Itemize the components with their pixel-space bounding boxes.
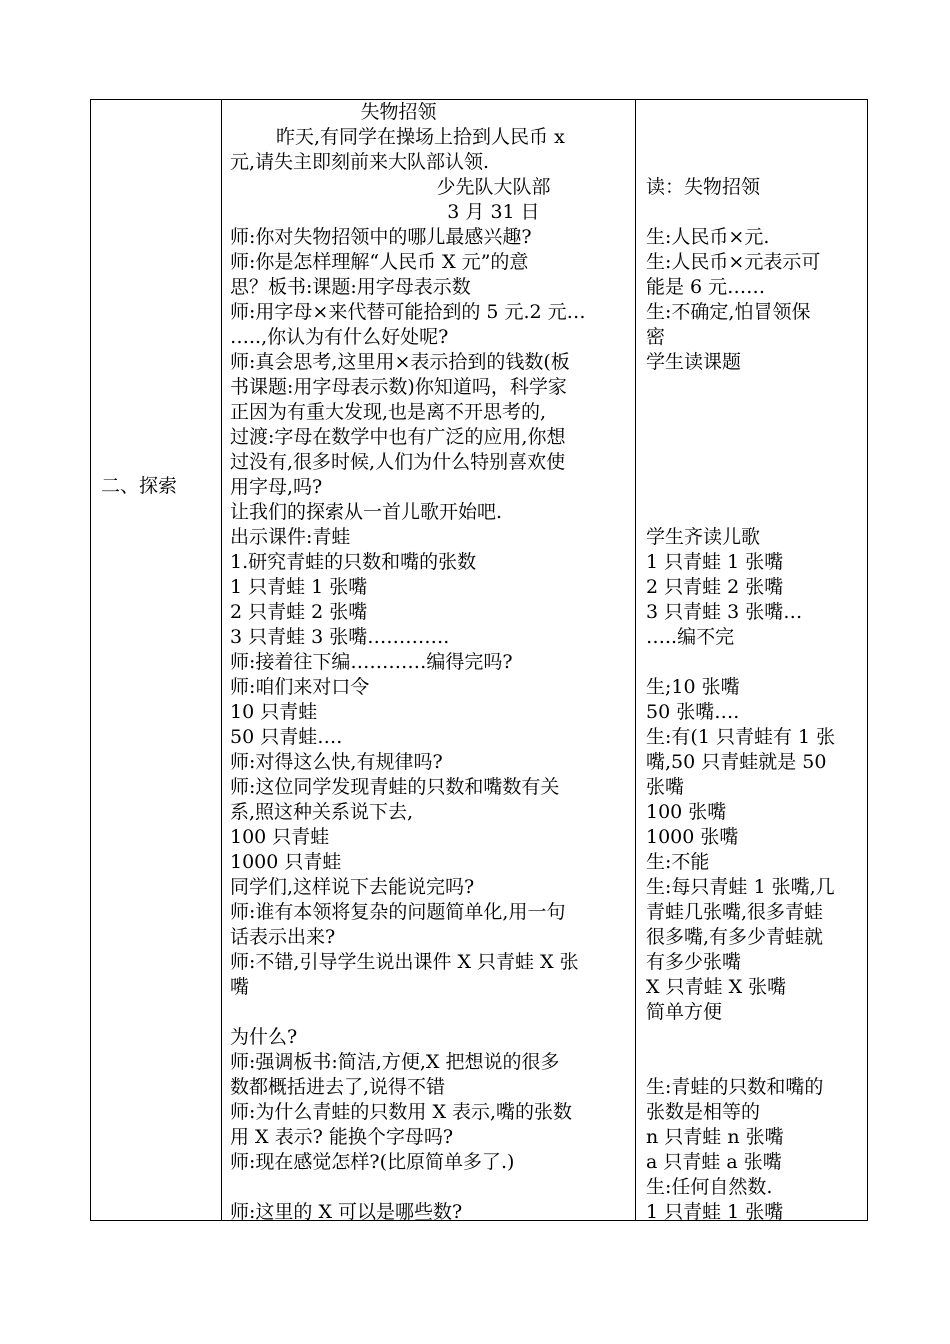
- teacher-line: 出示课件:青蛙: [230, 526, 351, 548]
- student-line: 青蛙几张嘴,很多青蛙: [646, 901, 824, 923]
- teacher-line: 2 只青蛙 2 张嘴: [230, 601, 368, 623]
- teacher-line: 1000 只青蛙: [230, 851, 342, 873]
- student-line: 生:青蛙的只数和嘴的: [646, 1076, 824, 1098]
- teacher-line: 师:真会思考,这里用×表示拾到的钱数(板: [230, 351, 570, 373]
- teacher-line: 师:现在感觉怎样?(比原简单多了.): [230, 1151, 515, 1173]
- teacher-activity-cell: [222, 100, 636, 1221]
- student-line: 生:人民币×元.: [646, 226, 770, 248]
- teacher-line: 过没有,很多时候,人们为什么特别喜欢使: [230, 451, 566, 473]
- teacher-line: 正因为有重大发现,也是离不开思考的,: [230, 401, 547, 423]
- teacher-line: …..,你认为有什么好处呢?: [230, 326, 449, 348]
- teacher-line: 昨天,有同学在操场上拾到人民币 x: [276, 126, 565, 148]
- student-line: 学生齐读儿歌: [646, 526, 761, 548]
- teacher-line: 师:这位同学发现青蛙的只数和嘴数有关: [230, 776, 560, 798]
- teacher-line: 思？板书:课题:用字母表示数: [230, 276, 471, 298]
- student-line: X 只青蛙 X 张嘴: [646, 976, 787, 998]
- student-line: 50 张嘴….: [646, 701, 740, 723]
- teacher-line: 100 只青蛙: [230, 826, 330, 848]
- student-activity-cell: [636, 100, 868, 1221]
- teacher-line: 师:对得这么快,有规律吗?: [230, 751, 443, 773]
- teacher-line: 失物招领: [360, 101, 437, 123]
- student-line: 读：失物招领: [646, 176, 761, 198]
- student-line: 2 只青蛙 2 张嘴: [646, 576, 784, 598]
- student-line: n 只青蛙 n 张嘴: [646, 1126, 784, 1148]
- teacher-line: 元,请失主即刻前来大队部认领.: [230, 151, 490, 173]
- student-line: 生;10 张嘴: [646, 676, 740, 698]
- teacher-line: 数都概括进去了,说得不错: [230, 1076, 446, 1098]
- teacher-line: 10 只青蛙: [230, 701, 318, 723]
- teacher-line: 50 只青蛙….: [230, 726, 343, 748]
- teacher-line: 书课题:用字母表示数)你知道吗，科学家: [230, 376, 567, 398]
- teacher-line: 师:不错,引导学生说出课件 X 只青蛙 X 张: [230, 951, 579, 973]
- teacher-line: 师:你是怎样理解“人民币 X 元”的意: [230, 251, 529, 273]
- teacher-line: 师:这里的 X 可以是哪些数?: [230, 1201, 463, 1223]
- teacher-line: 1.研究青蛙的只数和嘴的张数: [230, 551, 477, 573]
- lesson-plan-table: [90, 99, 868, 1221]
- teacher-line: 话表示出来?: [230, 926, 336, 948]
- student-line: 生:任何自然数.: [646, 1176, 773, 1198]
- student-line: 生:人民币×元表示可: [646, 251, 821, 273]
- stage-label: 二、探索: [101, 475, 178, 497]
- student-line: 有多少张嘴: [646, 951, 742, 973]
- teacher-line: 师:为什么青蛙的只数用 X 表示,嘴的张数: [230, 1101, 573, 1123]
- teacher-line: 嘴: [230, 976, 250, 998]
- student-line: 生:不能: [646, 851, 710, 873]
- teacher-line: 师:用字母×来代替可能拾到的 5 元.2 元…: [230, 301, 586, 323]
- student-line: 很多嘴,有多少青蛙就: [646, 926, 824, 948]
- stage-cell: [91, 100, 222, 1221]
- teacher-line: 让我们的探索从一首儿歌开始吧.: [230, 501, 503, 523]
- student-line: 学生读课题: [646, 351, 742, 373]
- teacher-line: 用字母,吗?: [230, 476, 323, 498]
- teacher-line: 师:接着往下编…………编得完吗?: [230, 651, 513, 673]
- teacher-line: 用 X 表示? 能换个字母吗?: [230, 1126, 454, 1148]
- student-line: 1000 张嘴: [646, 826, 739, 848]
- teacher-line: 同学们,这样说下去能说完吗?: [230, 876, 475, 898]
- teacher-line: 为什么?: [230, 1026, 298, 1048]
- student-line: 张数是相等的: [646, 1101, 761, 1123]
- student-line: 密: [646, 326, 666, 348]
- student-line: 简单方便: [646, 1001, 723, 1023]
- student-line: 生:每只青蛙 1 张嘴,几: [646, 876, 835, 898]
- student-line: 1 只青蛙 1 张嘴: [646, 1201, 784, 1223]
- student-line: 生:有(1 只青蛙有 1 张: [646, 726, 836, 748]
- student-line: 100 张嘴: [646, 801, 727, 823]
- teacher-activity-column: [222, 100, 635, 1223]
- teacher-line: 师:强调板书:简洁,方便,X 把想说的很多: [230, 1051, 560, 1073]
- teacher-line: 3 月 31 日: [447, 201, 540, 223]
- teacher-line: 师:谁有本领将复杂的问题简单化,用一句: [230, 901, 566, 923]
- student-line: …..编不完: [646, 626, 735, 648]
- student-line: 1 只青蛙 1 张嘴: [646, 551, 784, 573]
- teacher-line: 3 只青蛙 3 张嘴………….: [230, 626, 450, 648]
- student-line: 张嘴: [646, 776, 685, 798]
- student-line: 能是 6 元……: [646, 276, 766, 298]
- teacher-line: 系,照这种关系说下去,: [230, 801, 414, 823]
- teacher-line: 师:你对失物招领中的哪儿最感兴趣?: [230, 226, 532, 248]
- teacher-line: 1 只青蛙 1 张嘴: [230, 576, 368, 598]
- student-line: 生:不确定,怕冒领保: [646, 301, 811, 323]
- student-line: 3 只青蛙 3 张嘴…: [646, 601, 803, 623]
- student-line: a 只青蛙 a 张嘴: [646, 1151, 782, 1173]
- teacher-line: 过渡:字母在数学中也有广泛的应用,你想: [230, 426, 566, 448]
- student-activity-column: [636, 100, 867, 1223]
- student-line: 嘴,50 只青蛙就是 50: [646, 751, 827, 773]
- teacher-line: 师:咱们来对口令: [230, 676, 370, 698]
- teacher-line: 少先队大队部: [436, 176, 551, 198]
- table-row: [91, 100, 868, 1221]
